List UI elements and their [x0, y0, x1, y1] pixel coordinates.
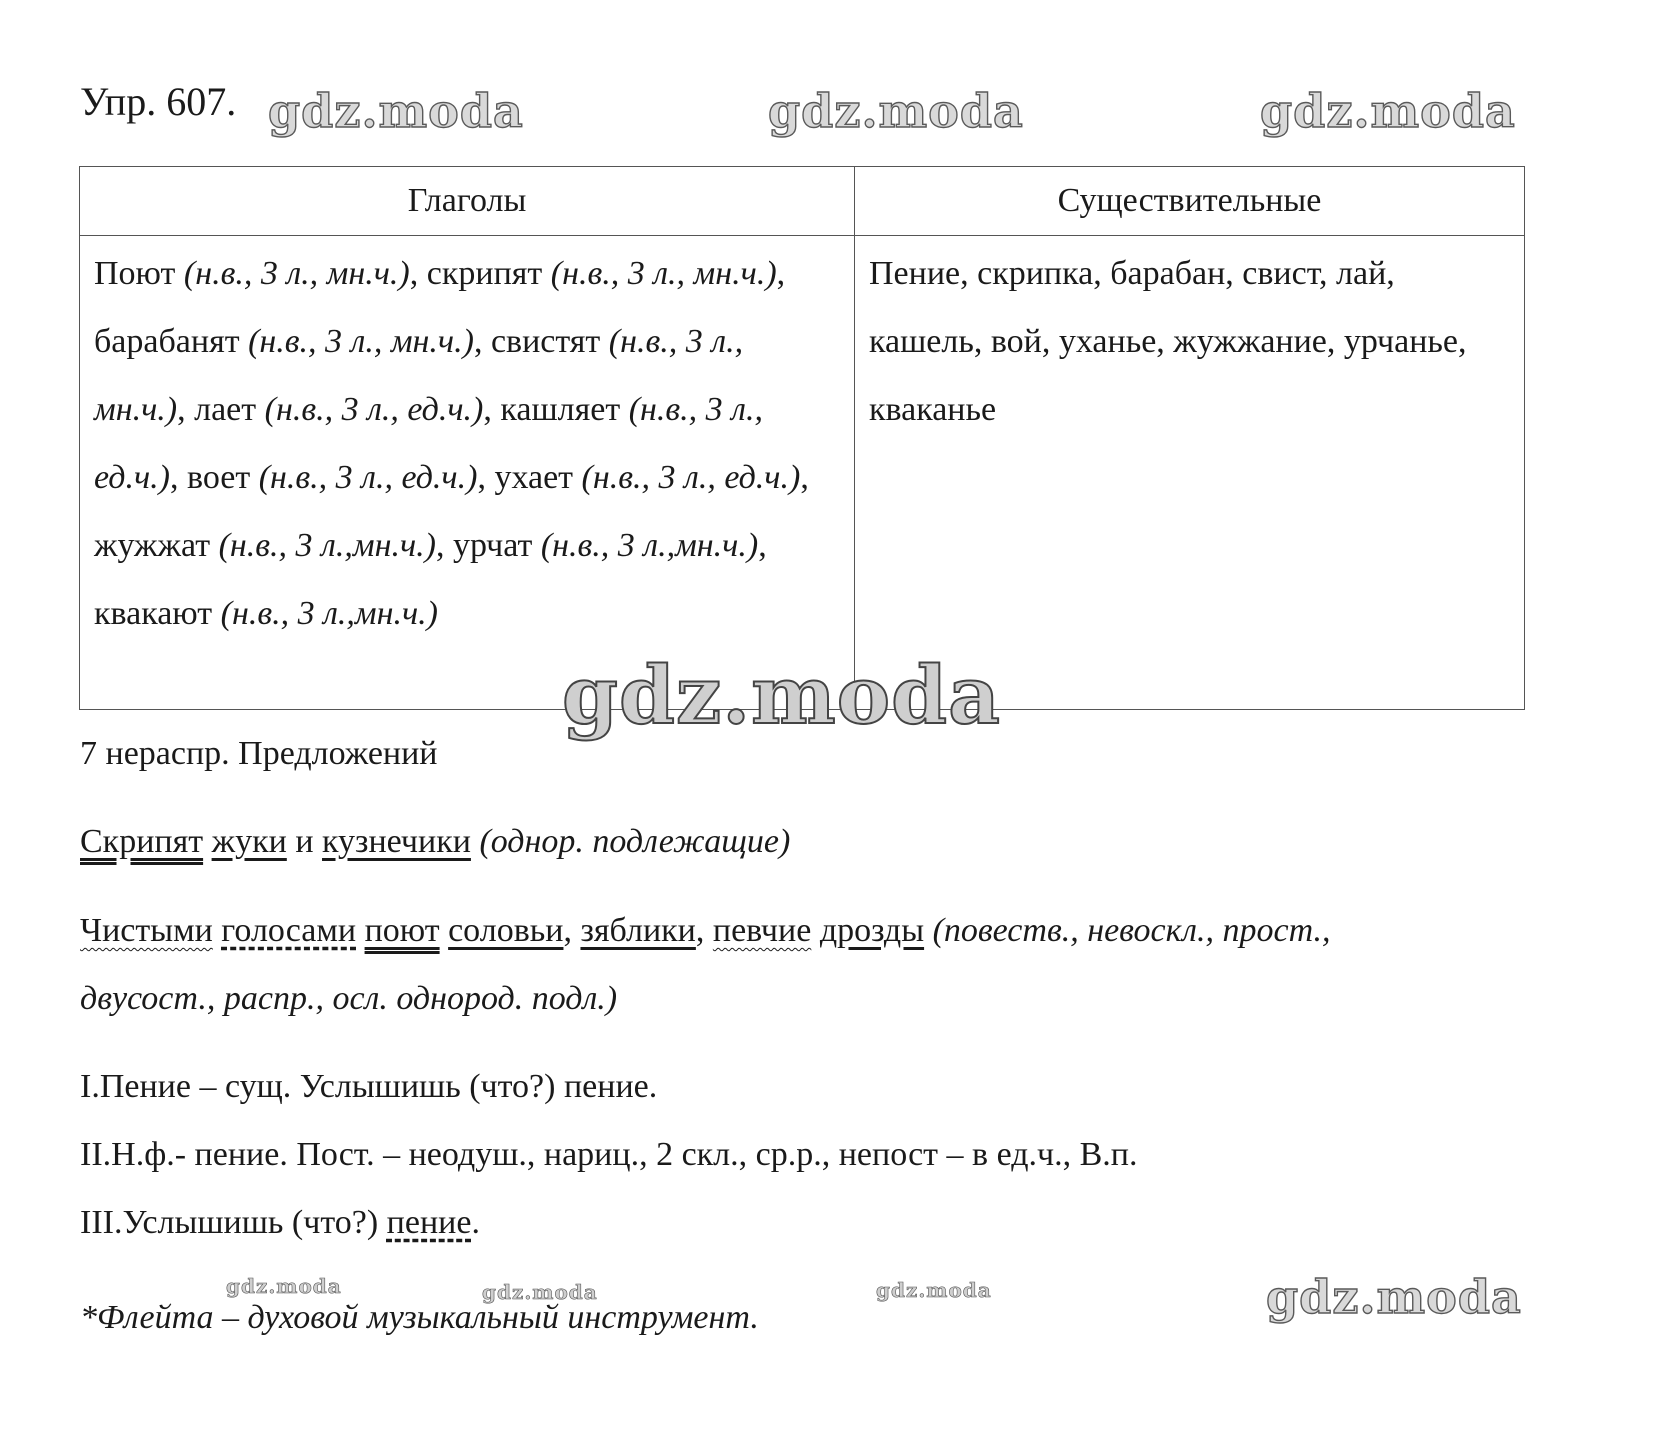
- verb-separator: ,: [800, 459, 809, 496]
- verb-word: кашляет: [500, 391, 621, 428]
- analysis-line-1: I.Пение – сущ. Услышишь (что?) пение.: [80, 1068, 658, 1105]
- verb-grammar: (н.в., 3 л., ед.ч.): [264, 391, 484, 428]
- analysis-line-3-prefix: III.Услышишь (что?): [80, 1204, 387, 1241]
- sentence-2-subject: зяблики: [580, 912, 696, 949]
- sentence-2-word: певчие: [712, 912, 812, 949]
- watermark: gdz.moda: [876, 1278, 992, 1302]
- verb-word: лает: [194, 391, 257, 428]
- verb-grammar: (н.в., 3 л., ед.ч.): [258, 459, 478, 496]
- footnote: *Флейта – духовой музыкальный инструмент.: [80, 1299, 759, 1336]
- verb-separator: ,: [409, 255, 427, 292]
- verb-grammar: (н.в., 3 л.,мн.ч.): [540, 527, 759, 564]
- sentence-2-note: (повеств., невоскл., прост.,: [924, 912, 1331, 949]
- sentence-1: [80, 808, 790, 876]
- verb-word: ухает: [494, 459, 574, 496]
- sentence-1-subject: кузнечики: [322, 823, 471, 860]
- watermark: gdz.moda: [768, 84, 1024, 138]
- verb-word: Поют: [94, 255, 176, 292]
- analysis-line-3-word: пение: [386, 1204, 472, 1241]
- sentence-1-note: (однор. подлежащие): [470, 823, 791, 860]
- verb-word: квакают: [94, 595, 213, 632]
- analysis-line-3: [80, 1189, 480, 1257]
- verb-grammar: (н.в., 3 л.,мн.ч.): [220, 595, 439, 632]
- nouns-cell: Пение, скрипка, барабан, свист, лай, кашель, вой, уханье, жужжание, урчанье, кваканье: [855, 236, 1525, 710]
- words-table: [79, 166, 1525, 710]
- sentence-2-subject: соловьи: [448, 912, 564, 949]
- verb-word: свистят: [490, 323, 601, 360]
- verb-word: воет: [187, 459, 251, 496]
- verb-separator: ,: [436, 527, 453, 564]
- verb-separator: ,: [177, 391, 195, 428]
- sentence-1-predicate: Скрипят: [80, 823, 204, 860]
- verb-word: урчат: [453, 527, 533, 564]
- verb-separator: ,: [170, 459, 187, 496]
- watermark: gdz.moda: [562, 648, 1001, 742]
- verb-grammar: (н.в., 3 л., мн.ч.): [94, 323, 744, 428]
- verb-grammar: (н.в., 3 л., мн.ч.): [183, 255, 410, 292]
- sentence-2: Чистыми голосами поют соловьи, зяблики, певчие дрозды (повеств., невоскл., прост.,: [80, 912, 1331, 949]
- verb-grammar: (н.в., 3 л., ед.ч.): [581, 459, 801, 496]
- verb-grammar: (н.в., 3 л., мн.ч.): [550, 255, 777, 292]
- verb-grammar: (н.в., 3 л., ед.ч.): [94, 391, 764, 496]
- verb-word: жужжат: [94, 527, 211, 564]
- verb-word: скрипят: [426, 255, 543, 292]
- sentence-2-word: голосами: [221, 912, 357, 949]
- sentence-2-subject: дрозды: [819, 912, 925, 949]
- watermark: gdz.moda: [268, 84, 524, 138]
- verb-separator: ,: [477, 459, 495, 496]
- verb-word: барабанят: [94, 323, 240, 360]
- sentence-2-word: Чистыми: [80, 912, 213, 949]
- verb-separator: ,: [758, 527, 767, 564]
- sentence-1-subject: жуки: [211, 823, 287, 860]
- header-nouns: Существительные: [855, 167, 1525, 236]
- watermark: gdz.moda: [482, 1280, 598, 1304]
- analysis-line-2: II.Н.ф.- пение. Пост. – неодуш., нариц., 2 скл., ср.р., непост – в ед.ч., В.п.: [80, 1136, 1138, 1173]
- analysis-line-3-suffix: .: [471, 1204, 480, 1241]
- verb-grammar: (н.в., 3 л.,мн.ч.): [218, 527, 436, 564]
- sentence-2-predicate: поют: [364, 912, 440, 949]
- sentence-1-conj: и: [286, 823, 323, 860]
- exercise-title: Упр. 607.: [80, 79, 237, 124]
- sentence-count: 7 нераспр. Предложений: [80, 735, 438, 772]
- sentence-2-note-cont: двусост., распр., осл. однород. подл.): [80, 980, 618, 1017]
- verbs-cell: [80, 236, 855, 710]
- verb-separator: ,: [473, 323, 491, 360]
- verb-separator: ,: [483, 391, 501, 428]
- watermark: gdz.moda: [226, 1274, 342, 1298]
- watermark: gdz.moda: [1266, 1270, 1522, 1324]
- watermark: gdz.moda: [1260, 84, 1516, 138]
- verb-separator: ,: [776, 255, 786, 292]
- header-verbs: Глаголы: [80, 167, 855, 236]
- verb-grammar: (н.в., 3 л., мн.ч.): [248, 323, 474, 360]
